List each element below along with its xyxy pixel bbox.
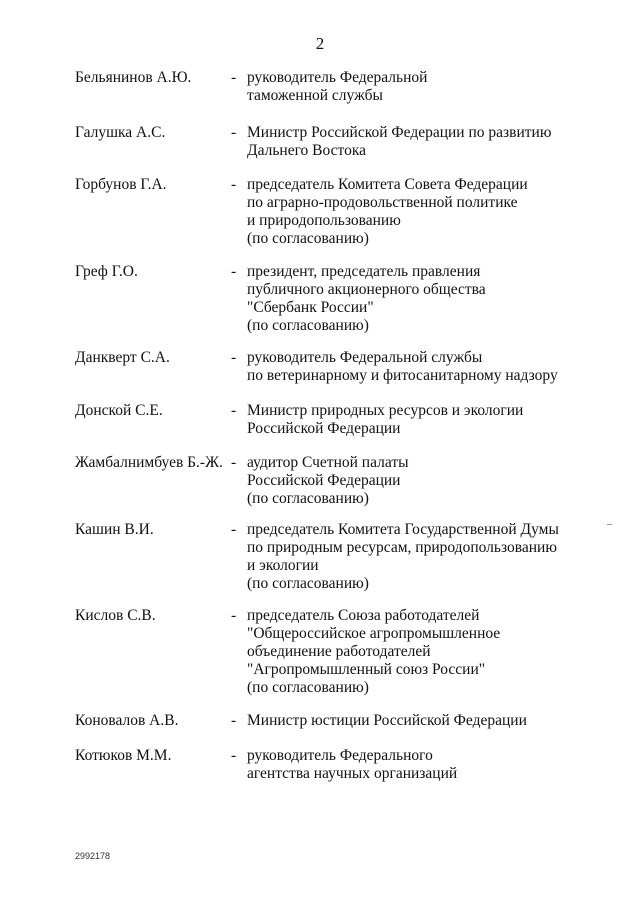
member-dash: - <box>231 454 237 471</box>
member-dash: - <box>231 124 237 141</box>
member-dash: - <box>231 349 237 366</box>
member-description <box>247 176 617 248</box>
member-name: Горбунов Г.А. <box>75 176 167 193</box>
description-line: и экологии <box>247 557 319 574</box>
description-line: Дальнего Востока <box>247 142 367 159</box>
member-description <box>247 349 617 385</box>
member-name: Кашин В.И. <box>75 521 154 538</box>
member-description <box>247 402 617 438</box>
member-description <box>247 521 617 593</box>
member-description <box>247 124 617 160</box>
member-name: Кислов С.В. <box>75 607 156 624</box>
description-line: Министр Российской Федерации по развитию <box>247 124 552 141</box>
description-line: руководитель Федеральной <box>247 69 428 86</box>
description-line: (по согласованию) <box>247 317 369 334</box>
description-line: президент, председатель правления <box>247 263 481 280</box>
description-line: таможенной службы <box>247 87 383 104</box>
member-description <box>247 454 617 508</box>
member-name: Греф Г.О. <box>75 263 138 280</box>
member-dash: - <box>231 176 237 193</box>
description-line: агентства научных организаций <box>247 765 458 782</box>
description-line: и природопользованию <box>247 212 401 229</box>
description-line: (по согласованию) <box>247 230 369 247</box>
member-name: Коновалов А.В. <box>75 712 179 729</box>
member-name: Жамбалнимбуев Б.-Ж. <box>75 454 223 471</box>
member-dash: - <box>231 747 237 764</box>
description-line: председатель Союза работодателей <box>247 607 480 624</box>
member-dash: - <box>231 607 237 624</box>
description-line: Российской Федерации <box>247 420 401 437</box>
description-line: "Сбербанк России" <box>247 299 374 316</box>
description-line: по аграрно-продовольственной политике <box>247 194 518 211</box>
page-number: 2 <box>315 34 325 53</box>
member-dash: - <box>231 712 237 729</box>
member-dash: - <box>231 69 237 86</box>
description-line: председатель Комитета Совета Федерации <box>247 176 528 193</box>
description-line: председатель Комитета Государственной Думы <box>247 521 559 538</box>
description-line: Министр природных ресурсов и экологии <box>247 402 524 419</box>
member-name: Котюков М.М. <box>75 747 172 764</box>
description-line: "Общероссийское агропромышленное <box>247 625 501 642</box>
description-line: (по согласованию) <box>247 490 369 507</box>
member-name: Бельянинов А.Ю. <box>75 69 192 86</box>
member-description <box>247 747 617 783</box>
description-line: Российской Федерации <box>247 472 401 489</box>
description-line: по ветеринарному и фитосанитарному надзору <box>247 367 558 384</box>
member-dash: - <box>231 263 237 280</box>
member-dash: - <box>231 521 237 538</box>
description-line: (по согласованию) <box>247 575 369 592</box>
member-name: Данкверт С.А. <box>75 349 170 366</box>
member-dash: - <box>231 402 237 419</box>
description-line: руководитель Федеральной службы <box>247 349 483 366</box>
document-code: 2992178 <box>75 851 111 861</box>
description-line: объединение работодателей <box>247 643 431 660</box>
description-line: Министр юстиции Российской Федерации <box>247 712 527 729</box>
description-line: публичного акционерного общества <box>247 281 486 298</box>
member-name: Галушка А.С. <box>75 124 166 141</box>
member-description <box>247 607 617 697</box>
description-line: (по согласованию) <box>247 679 369 696</box>
member-description <box>247 69 617 105</box>
member-name: Донской С.Е. <box>75 402 163 419</box>
member-description <box>247 712 617 730</box>
margin-mark <box>607 524 612 525</box>
member-description <box>247 263 617 335</box>
description-line: "Агропромышленный союз России" <box>247 661 486 678</box>
description-line: аудитор Счетной палаты <box>247 454 409 471</box>
description-line: руководитель Федерального <box>247 747 433 764</box>
description-line: по природным ресурсам, природопользованию <box>247 539 557 556</box>
